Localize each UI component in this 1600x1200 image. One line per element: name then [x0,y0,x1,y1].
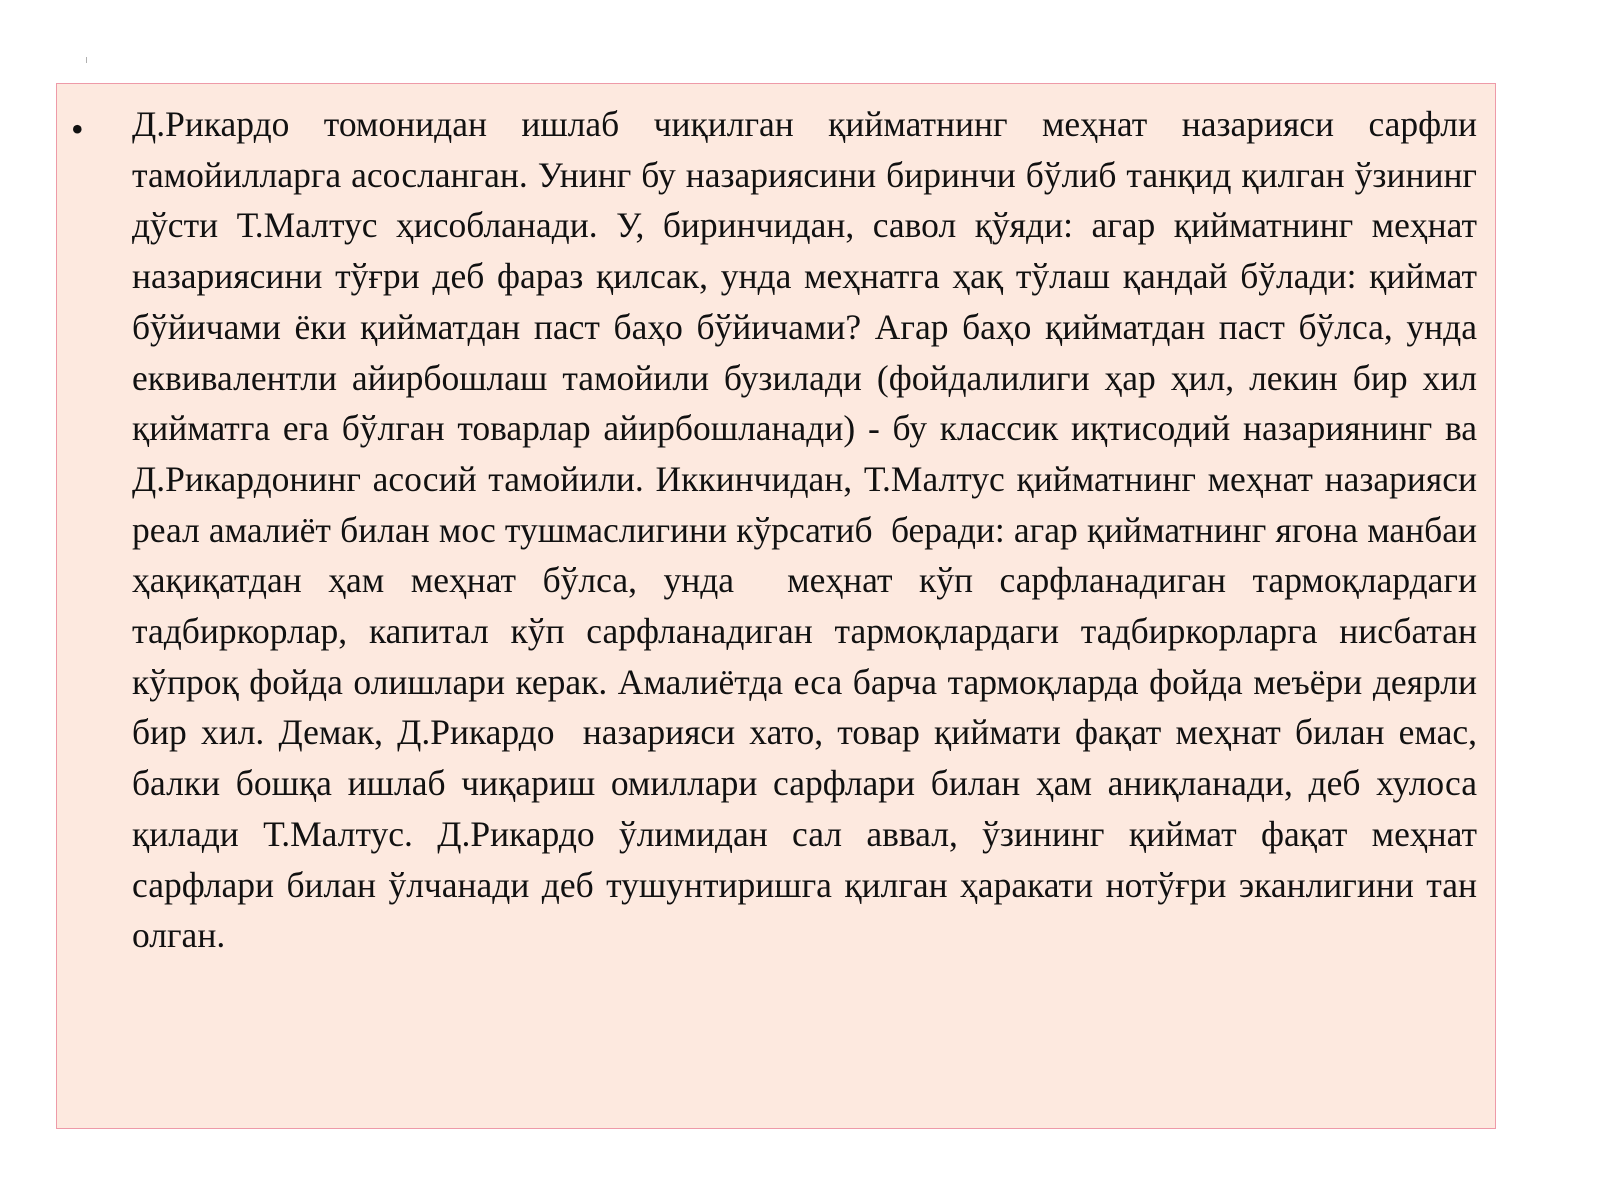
bullet-icon: • [71,109,84,149]
tick-mark [86,57,87,63]
text-box [56,83,1496,1129]
body-paragraph: Д.Рикардо томонидан ишлаб чиқилган қийматнинг меҳнат назарияси сарфли тамойилларга асосланган. Унинг бу назариясини биринчи бўлиб танқид қилган ўзининг дўсти Т.Малтус ҳисобланади. У, биринчидан, савол қўяди: агар қийматнинг меҳнат назариясини тўғри деб фараз қилсак, унда меҳнатга ҳақ тўлаш қандай бўлади: қиймат бўйичами ёки қийматдан паст баҳо бўйичами? Агар баҳо қийматдан паст бўлса, унда еквивалентли айирбошлаш тамойили бузилади (фойдалилиги ҳар ҳил, лекин бир хил қийматга ега бўлган товарлар айирбошланади) - бу классик иқтисодий назариянинг ва Д.Рикардонинг асосий тамойили. Иккинчидан, Т.Малтус қийматнинг меҳнат назарияси реал амалиёт билан мос тушмаслигини кўрсатиб беради: агар қийматнинг ягона манбаи ҳақиқатдан ҳам меҳнат бўлса, унда меҳнат кўп сарфланадиган тармоқлардаги тадбиркорлар, капитал кўп сарфланадиган тармоқлардаги тадбиркорларга нисбатан кўпроқ фойда олишлари керак. Амалиётда еса барча тармоқларда фойда меъёри деярли бир хил. Демак, Д.Рикардо назарияси хато, товар қиймати фақат меҳнат билан емас, балки бошқа ишлаб чиқариш омиллари сарфлари билан ҳам аниқланади, деб хулоса қилади Т.Малтус. Д.Рикардо ўлимидан сал аввал, ўзининг қиймат фақат меҳнат сарфлари билан ўлчанади деб тушунтиришга қилган ҳаракати нотўғри эканлигини тан олган. [132,104,1486,956]
